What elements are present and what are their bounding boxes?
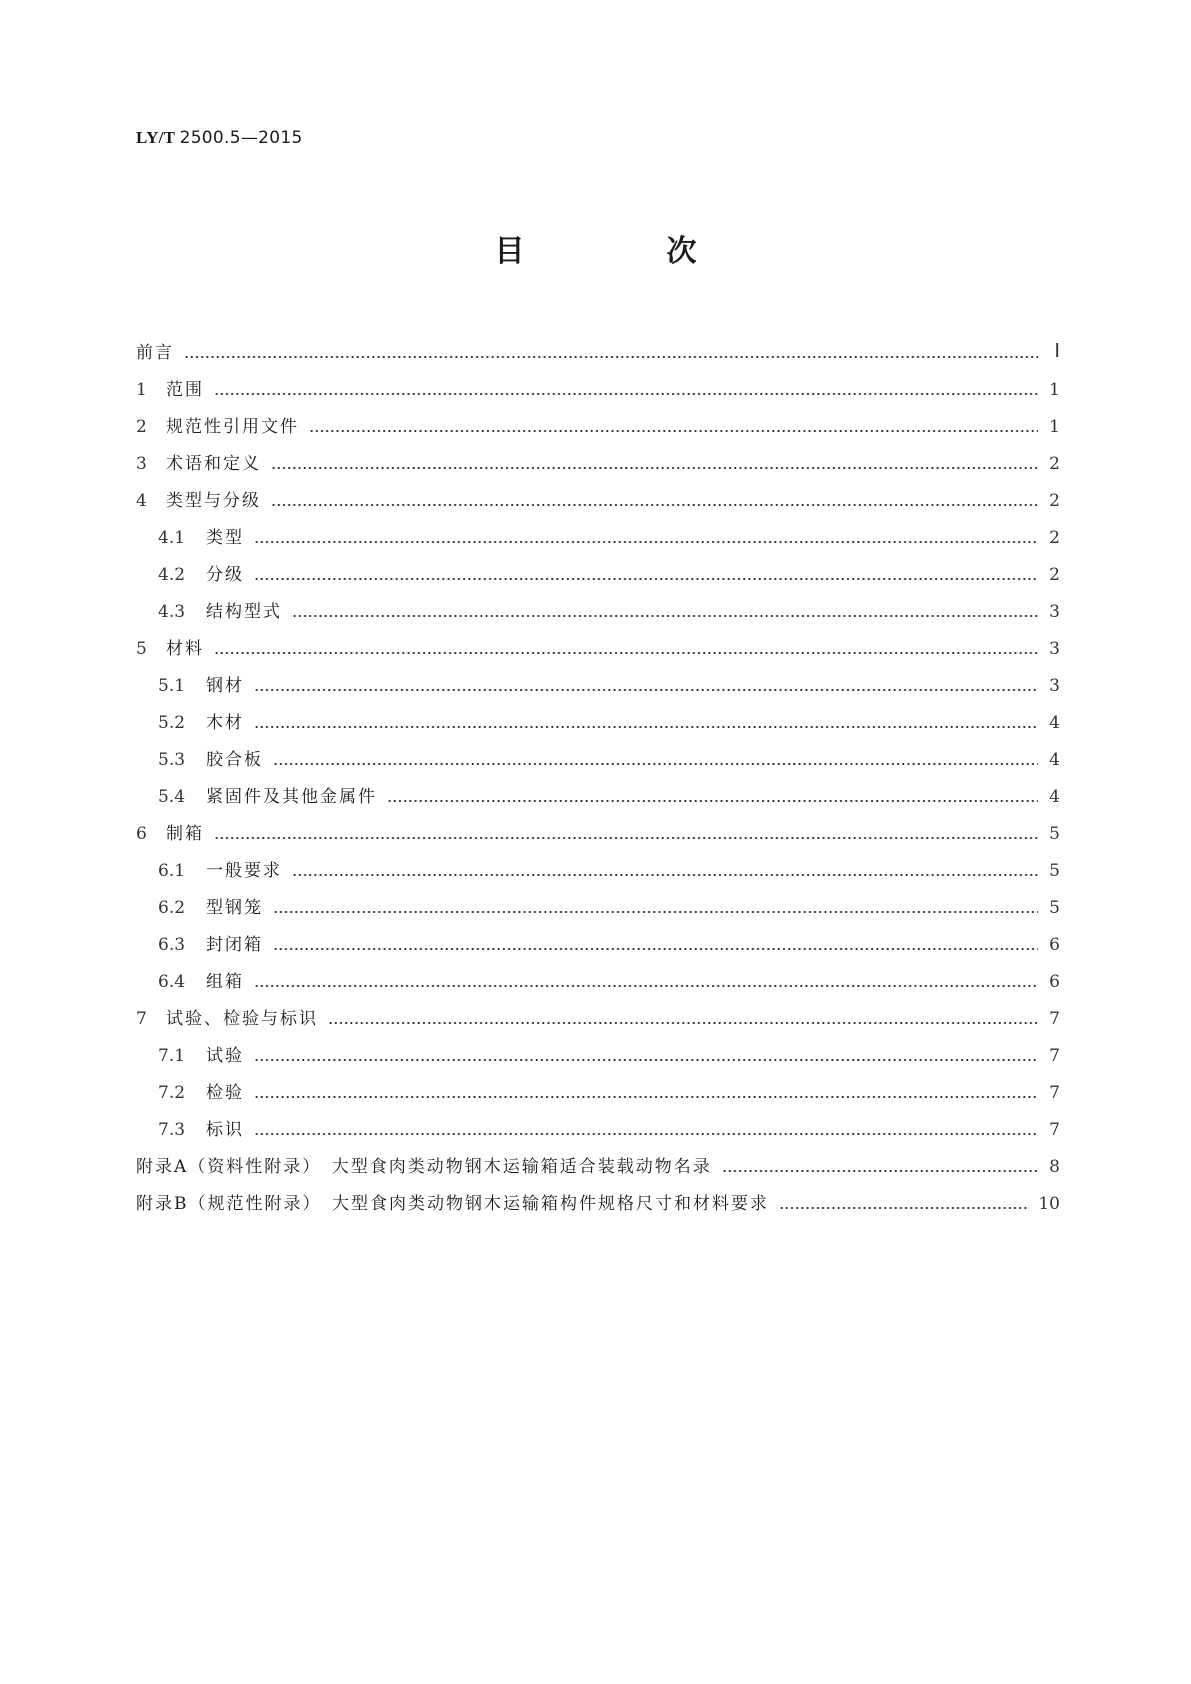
toc-entry-page: 7 xyxy=(1049,1120,1060,1140)
toc-entry-page: 5 xyxy=(1049,898,1060,918)
toc-entry-title: 试验、检验与标识 xyxy=(166,1009,318,1029)
toc-entry-number: 4 xyxy=(136,491,147,511)
toc-entry-title: 一般要求 xyxy=(206,861,282,881)
toc-entry-page: 10 xyxy=(1038,1194,1060,1214)
toc-entry-title: 类型与分级 xyxy=(166,491,261,511)
toc-entry-title: 材料 xyxy=(166,639,204,659)
toc-entry[interactable] xyxy=(136,585,1060,622)
toc-entry-page: 2 xyxy=(1049,565,1060,585)
toc-entry-page: 2 xyxy=(1049,491,1060,511)
toc-entry[interactable] xyxy=(136,659,1060,696)
toc-entry-number: 1 xyxy=(136,380,147,400)
standard-number: 2500.5—2015 xyxy=(179,128,303,148)
toc-entry-page: 8 xyxy=(1049,1157,1060,1177)
toc-entry[interactable] xyxy=(136,807,1060,844)
page-title: 目 次 xyxy=(494,234,753,269)
toc-entry[interactable] xyxy=(136,1029,1060,1066)
standard-code xyxy=(136,128,303,148)
toc-entry[interactable] xyxy=(136,1140,1060,1177)
dot-leader xyxy=(271,504,1038,506)
dot-leader xyxy=(254,689,1038,691)
toc-entry[interactable] xyxy=(136,696,1060,733)
toc-entry-number: 3 xyxy=(136,454,147,474)
toc-entry-number: 7.2 xyxy=(158,1083,186,1103)
toc-entry-number: 4.2 xyxy=(158,565,186,585)
toc-entry[interactable] xyxy=(136,1177,1060,1214)
toc-entry-title: 范围 xyxy=(166,380,204,400)
toc-entry-title: 试验 xyxy=(206,1046,244,1066)
toc-entry-number: 7.3 xyxy=(158,1120,186,1140)
toc-entry-title: 紧固件及其他金属件 xyxy=(206,787,377,807)
toc-entry-title: 术语和定义 xyxy=(166,454,261,474)
toc-entry-number: 2 xyxy=(136,417,147,437)
toc-entry[interactable] xyxy=(136,955,1060,992)
dot-leader xyxy=(214,837,1038,839)
toc-entry[interactable] xyxy=(136,1066,1060,1103)
toc-entry[interactable] xyxy=(136,881,1060,918)
toc-entry-number: 4.3 xyxy=(158,602,186,622)
dot-leader xyxy=(214,652,1038,654)
toc-entry-number: 6.2 xyxy=(158,898,186,918)
dot-leader xyxy=(309,430,1038,432)
toc-entry[interactable] xyxy=(136,511,1060,548)
dot-leader xyxy=(292,874,1038,876)
dot-leader xyxy=(722,1170,1038,1172)
toc-entry-title: 检验 xyxy=(206,1083,244,1103)
dot-leader xyxy=(779,1207,1028,1209)
toc-entry-title: 组箱 xyxy=(206,972,244,992)
dot-leader xyxy=(273,948,1038,950)
toc-entry-page: 2 xyxy=(1049,454,1060,474)
dot-leader xyxy=(254,985,1038,987)
toc-entry-page: 3 xyxy=(1049,639,1060,659)
standard-prefix: LY/T xyxy=(136,128,176,147)
toc-entry-page: 7 xyxy=(1049,1083,1060,1103)
toc-entry[interactable] xyxy=(136,992,1060,1029)
toc-entry-page: 5 xyxy=(1049,861,1060,881)
toc-entry-title: 胶合板 xyxy=(206,750,263,770)
toc-entry-title: 木材 xyxy=(206,713,244,733)
toc-entry[interactable] xyxy=(136,918,1060,955)
toc-entry-page: 7 xyxy=(1049,1046,1060,1066)
dot-leader xyxy=(184,356,1038,358)
dot-leader xyxy=(214,393,1038,395)
toc-entry-page: 3 xyxy=(1049,602,1060,622)
dot-leader xyxy=(254,1096,1038,1098)
toc-entry-title: 规范性引用文件 xyxy=(166,417,299,437)
dot-leader xyxy=(254,1059,1038,1061)
toc-entry[interactable] xyxy=(136,474,1060,511)
dot-leader xyxy=(328,1022,1038,1024)
toc-entry-number: 6.4 xyxy=(158,972,186,992)
toc-entry-number: 6.3 xyxy=(158,935,186,955)
toc-entry-page: 6 xyxy=(1049,935,1060,955)
dot-leader xyxy=(387,800,1038,802)
toc-entry-number: 5.3 xyxy=(158,750,186,770)
dot-leader xyxy=(254,578,1038,580)
toc-entry[interactable] xyxy=(136,770,1060,807)
toc-entry-page: 6 xyxy=(1049,972,1060,992)
toc-entry[interactable] xyxy=(136,733,1060,770)
dot-leader xyxy=(273,763,1038,765)
toc-entry[interactable] xyxy=(136,548,1060,585)
dot-leader xyxy=(273,911,1038,913)
toc-entry-page: 1 xyxy=(1049,417,1060,437)
toc-entry[interactable] xyxy=(136,326,1060,363)
dot-leader xyxy=(271,467,1038,469)
toc-entry-page: 7 xyxy=(1049,1009,1060,1029)
toc-entry-title: 分级 xyxy=(206,565,244,585)
toc-entry[interactable] xyxy=(136,622,1060,659)
toc-entry[interactable] xyxy=(136,363,1060,400)
toc-entry-title: 标识 xyxy=(206,1120,244,1140)
toc-entry-title: 封闭箱 xyxy=(206,935,263,955)
toc-entry-page: 4 xyxy=(1049,787,1060,807)
toc-entry-page: 4 xyxy=(1049,750,1060,770)
toc-entry-page: 4 xyxy=(1049,713,1060,733)
toc-entry-page: 1 xyxy=(1049,380,1060,400)
toc-entry[interactable] xyxy=(136,1103,1060,1140)
toc-entry-title: 型钢笼 xyxy=(206,898,263,918)
toc-entry-title: 钢材 xyxy=(206,676,244,696)
toc-entry-number: 7.1 xyxy=(158,1046,186,1066)
table-of-contents xyxy=(136,326,1060,1214)
toc-entry-page: 3 xyxy=(1049,676,1060,696)
toc-entry-page: Ⅰ xyxy=(1054,341,1060,362)
toc-entry-number: 6.1 xyxy=(158,861,186,881)
toc-entry-number: 6 xyxy=(136,824,147,844)
toc-entry-number: 5.4 xyxy=(158,787,186,807)
toc-entry[interactable] xyxy=(136,400,1060,437)
toc-entry-number: 5.2 xyxy=(158,713,186,733)
dot-leader xyxy=(292,615,1038,617)
dot-leader xyxy=(254,1133,1038,1135)
toc-entry-title: 前言 xyxy=(136,343,174,363)
toc-entry-page: 2 xyxy=(1049,528,1060,548)
toc-entry-title: 附录A（资料性附录） 大型食肉类动物钢木运输箱适合装载动物名录 xyxy=(136,1157,712,1177)
toc-entry-title: 结构型式 xyxy=(206,602,282,622)
toc-entry-number: 5.1 xyxy=(158,676,186,696)
toc-entry-title: 类型 xyxy=(206,528,244,548)
toc-entry-page: 5 xyxy=(1049,824,1060,844)
toc-entry-number: 7 xyxy=(136,1009,147,1029)
toc-entry-number: 5 xyxy=(136,639,147,659)
toc-entry-title: 附录B（规范性附录） 大型食肉类动物钢木运输箱构件规格尺寸和材料要求 xyxy=(136,1194,769,1214)
toc-entry[interactable] xyxy=(136,844,1060,881)
dot-leader xyxy=(254,726,1038,728)
dot-leader xyxy=(254,541,1038,543)
toc-entry[interactable] xyxy=(136,437,1060,474)
toc-entry-title: 制箱 xyxy=(166,824,204,844)
toc-entry-number: 4.1 xyxy=(158,528,186,548)
